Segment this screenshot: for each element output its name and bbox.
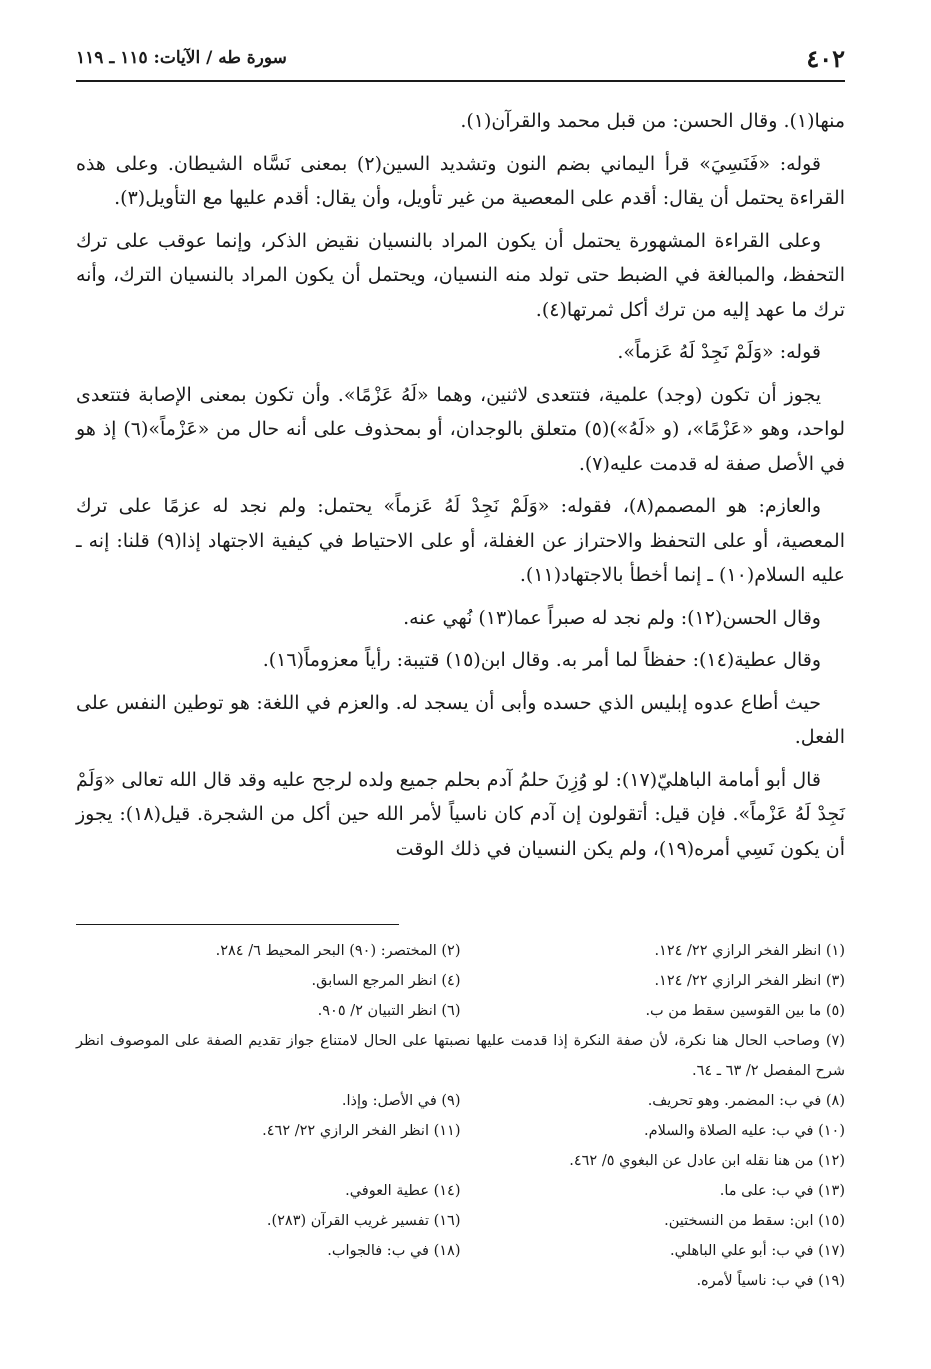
footnote-row	[76, 1116, 845, 1146]
paragraph: والعازم: هو المصمم(٨)، فقوله: «وَلَمْ نَجِدْ لَهُ عَزماً» يحتمل: ولم نجد له عزمًا على ترك المعصية، أو على التحفظ والاحتراز عن الغفلة، أو على الاحتياط في كيفية الاجتهاد إذا(٩) قلنا: إنه ـ عليه السلام(١٠) ـ إنما أخطأ بالاجتهاد(١١).	[76, 495, 846, 586]
footnote: (٩) في الأصل: وإذا.	[341, 1093, 461, 1109]
paragraph: وقال الحسن(١٢): ولم نجد له صبراً عما(١٣) نُهي عنه.	[403, 606, 821, 629]
footnote: (١٢) من هنا نقله ابن عادل عن البغوي ٥/ ٤٦٢.	[569, 1153, 845, 1169]
paragraph: وقال عطية(١٤): حفظاً لما أمر به. وقال ابن(١٥) قتيبة: رأياً معزوماً(١٦).	[262, 649, 821, 671]
footnote: (١) انظر الفخر الرازي ٢٢/ ١٢٤.	[654, 943, 845, 959]
footnote-row	[76, 1086, 845, 1116]
footnote-row	[76, 1236, 845, 1266]
footnote: (١٧) في ب: أبو علي الباهلي.	[670, 1243, 845, 1259]
footnote-row	[76, 996, 845, 1026]
footnotes	[76, 936, 845, 1296]
footnote: (٢) المختصر: (٩٠) البحر المحيط ٦/ ٢٨٤.	[215, 943, 461, 959]
page-header	[76, 40, 845, 82]
footnote: (١٣) في ب: على ما.	[719, 1183, 845, 1199]
footnote-row	[76, 1176, 845, 1206]
running-title: سورة طه / الآيات: ١١٥ ـ ١١٩	[76, 48, 287, 68]
footnote: (١٠) في ب: عليه الصلاة والسلام.	[644, 1123, 845, 1139]
footnote-row	[76, 1146, 845, 1176]
paragraph: وعلى القراءة المشهورة يحتمل أن يكون المراد بالنسيان نقيض الذكر، وإنما عوقب على ترك التحفظ، والمبالغة في الضبط حتى تولد منه النسيان، ويحتمل أن يكون المراد بالنسيان الترك، وأنه ترك ما عهد إليه من ترك أكل ثمرتها(٤).	[76, 229, 845, 321]
footnote: (٨) في ب: المضمر. وهو تحريف.	[647, 1093, 845, 1109]
footnote: (٧) وصاحب الحال هنا نكرة، لأن صفة النكرة إذا قدمت عليها نصبتها على الحال لامتناع جواز تقديم الصفة على الموصوف انظر شرح المفصل ٢/ ٦٣ ـ ٦٤.	[76, 1033, 845, 1079]
footnote: (١٦) تفسير غريب القرآن (٢٨٣).	[266, 1213, 461, 1229]
footnote-row	[76, 1026, 845, 1086]
paragraph: يجوز أن تكون (وجد) علمية، فتتعدى لاثنين، وهما «لَهُ عَزْمًا». وأن تكون بمعنى الإصابة فتتعدى لواحد، وهو «عَزْمًا»، (و «لَهُ»)(٥) متعلق بالوجدان، أو بمحذوف على أنه حال من «عَزْماً»(٦) إذ هو في الأصل صفة له قدمت عليه(٧).	[76, 383, 845, 475]
footnote: (٤) انظر المرجع السابق.	[311, 973, 461, 989]
footnote: (١٨) في ب: فالجواب.	[327, 1243, 461, 1259]
footnote-row	[76, 936, 845, 966]
footnote: (٥) ما بين القوسين سقط من ب.	[645, 1003, 845, 1019]
book-page	[76, 40, 845, 1340]
footnote-row	[76, 1266, 845, 1296]
paragraph: حيث أطاع عدوه إبليس الذي حسده وأبى أن يسجد له. والعزم في اللغة: هو توطين النفس على الفعل.	[76, 691, 845, 748]
paragraph: قوله: «فَنَسِيَ» قرأ اليماني بضم النون وتشديد السين(٢) بمعنى نَسَّاه الشيطان. وعلى هذه القراءة يحتمل أن يقال: أقدم على المعصية من غير تأويل، وأن يقال: أقدم عليها مع التأويل(٣).	[76, 152, 845, 209]
footnote: (٣) انظر الفخر الرازي ٢٢/ ١٢٤.	[654, 973, 845, 989]
footnote: (١٩) في ب: ناسياً لأمره.	[696, 1273, 845, 1289]
footnote: (١٤) عطية العوفي.	[345, 1183, 461, 1199]
paragraph: منها(١). وقال الحسن: من قبل محمد والقرآن(١).	[460, 110, 845, 132]
footnote-row	[76, 1206, 845, 1236]
page-number: ٤٠٢	[806, 44, 845, 73]
main-text	[76, 104, 845, 874]
footnote-row	[76, 966, 845, 996]
footnote: (١١) انظر الفخر الرازي ٢٢/ ٤٦٢.	[262, 1123, 461, 1139]
paragraph: قال أبو أمامة الباهليّ(١٧): لو وُزِنَ حلمُ آدم بحلم جميع ولده لرجح عليه وقد قال الله تعالى «وَلَمْ نَجِدْ لَهُ عَزْماً». فإن قيل: أتقولون إن آدم كان ناسياً لأمر الله حين أكل من الشجرة. قيل(١٨): يجوز أن يكون نَسِي أمره(١٩)، ولم يكن النسيان في ذلك الوقت	[76, 768, 845, 860]
paragraph: قوله: «وَلَمْ نَجِدْ لَهُ عَزماً».	[617, 341, 821, 363]
footnote: (٦) انظر التبيان ٢/ ٩٠٥.	[317, 1003, 461, 1019]
footnote-divider	[76, 924, 399, 925]
footnote: (١٥) ابن: سقط من النسختين.	[664, 1213, 845, 1229]
